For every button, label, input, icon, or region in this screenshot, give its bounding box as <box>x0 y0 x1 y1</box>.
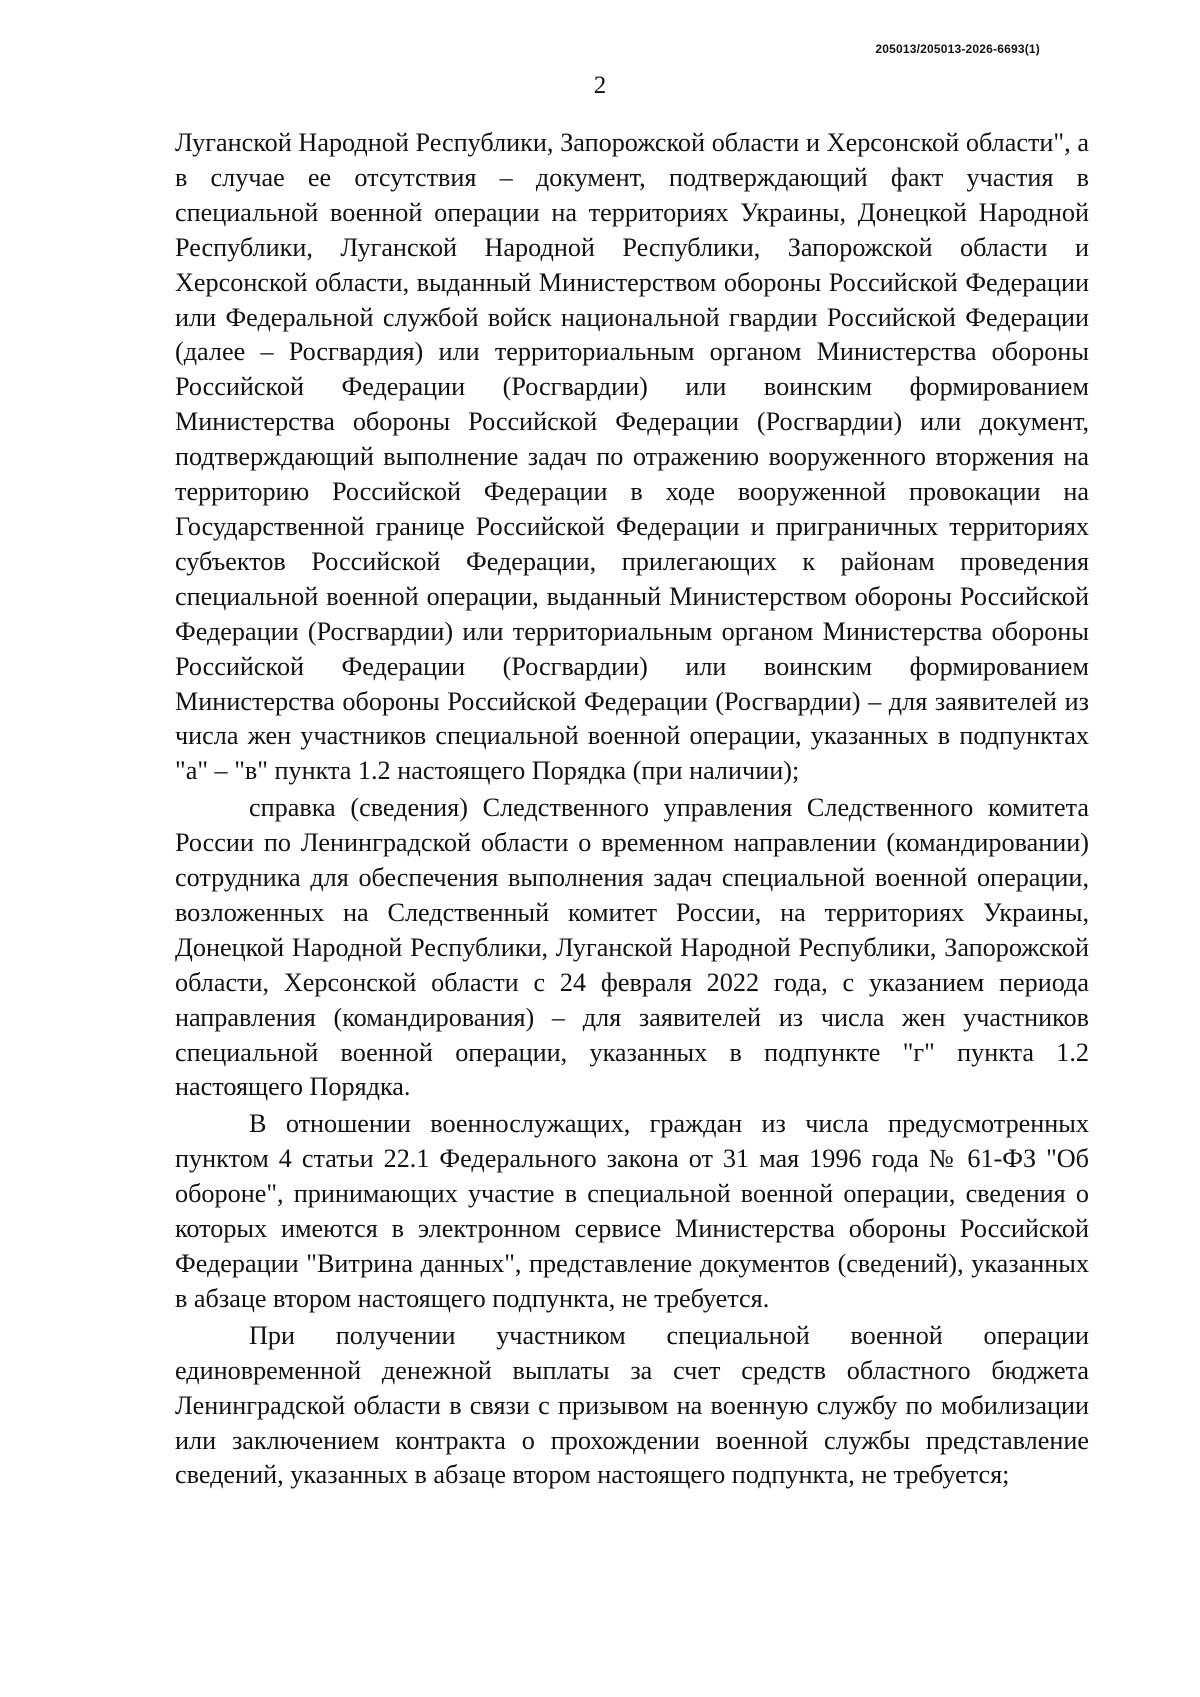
paragraph-certificate: справка (сведения) Следственного управления Следственного комитета России по Ленинградской области о временном направлении (командировании) сотрудника для обеспечения выполнения задач специальной военной операции, возложенных на Следственный комитет России, на территориях Украины, Донецкой Народной Республики, Луганской Народной Республики, Запорожской области, Херсонской области с 24 февраля 2022 года, с указанием периода направления (командирования) – для заявителей из числа жен участников специальной военной операции, указанных в подпункте "г" пункта 1.2 настоящего Порядка. <box>175 793 1089 1102</box>
paragraph-continuation: Луганской Народной Республики, Запорожской области и Херсонской области", а в случае ее отсутствия – документ, подтверждающий факт участия в специальной военной операции на территориях Украины, Донецкой Народной Республики, Луганской Народной Республики, Запорожской области и Херсонской области, выданный Министерством обороны Российской Федерации или Федеральной службой войск национальной гвардии Российской Федерации (далее – Росгвардия) или территориальным органом Министерства обороны Российской Федерации (Росгвардии) или воинским формированием Министерства обороны Российской Федерации (Росгвардии) или документ, подтверждающий выполнение задач по отражению вооруженного вторжения на территорию Российской Федерации в ходе вооруженной провокации на Государственной границе Российской Федерации и приграничных территориях субъектов Российской Федерации, прилегающих к районам проведения специальной военной операции, выданный Министерством обороны Российской Федерации (Росгвардии) или территориальным органом Министерства обороны Российской Федерации (Росгвардии) или воинским формированием Министерства обороны Российской Федерации (Росгвардии) – для заявителей из числа жен участников специальной военной операции, указанных в подпунктах "а" – "в" пункта 1.2 настоящего Порядка (при наличии); <box>175 128 1089 786</box>
page-number: 2 <box>593 72 607 99</box>
paragraph-payment-exemption: При получении участником специальной военной операции единовременной денежной выплаты за счет средств областного бюджета Ленинградской области в связи с призывом на военную службу по мобилизации или заключением контракта о прохождении военной службы представление сведений, указанных в абзаце втором настоящего подпункта, не требуется; <box>175 1320 1089 1490</box>
document-id: 205013/205013-2026-6693(1) <box>875 42 1040 56</box>
paragraph-military-exemption: В отношении военнослужащих, граждан из числа предусмотренных пунктом 4 статьи 22.1 Федерального закона от 31 мая 1996 года № 61-ФЗ "Об обороне", принимающих участие в специальной военной операции, сведения о которых имеются в электронном сервисе Министерства обороны Российской Федерации "Витрина данных", представление документов (сведений), указанных в абзаце втором настоящего подпункта, не требуется. <box>175 1109 1089 1313</box>
document-body <box>175 126 1089 1495</box>
